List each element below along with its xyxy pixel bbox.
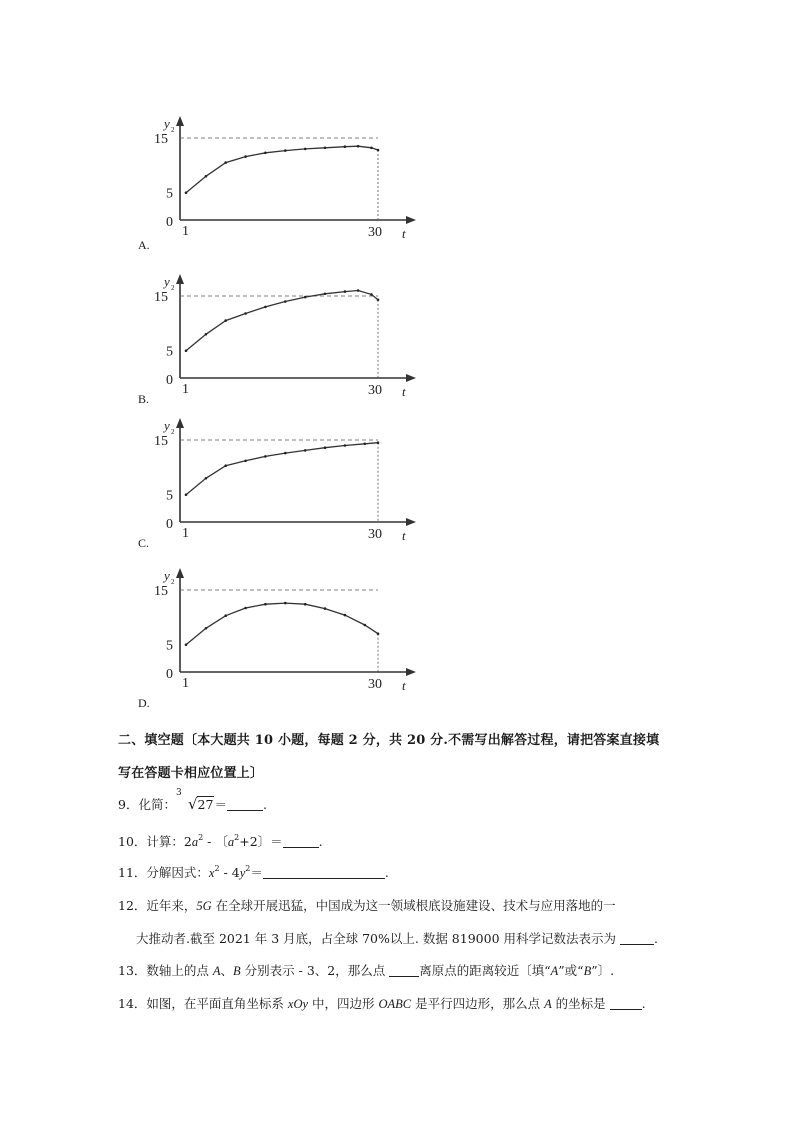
curve-point <box>284 452 287 455</box>
curve-point <box>364 624 367 627</box>
q12-line1a: 近年来， <box>146 898 197 913</box>
curve-point <box>284 300 287 303</box>
curve-point <box>244 312 247 315</box>
q9-end: . <box>262 797 267 812</box>
y-tick-15: 15 <box>154 584 168 599</box>
q12-5g: 5G <box>196 899 212 913</box>
y-axis-subscript: 2 <box>171 428 175 436</box>
curve-point <box>304 296 307 299</box>
question-10 <box>118 832 323 850</box>
question-13 <box>118 961 614 979</box>
q10-post: +2〕＝ <box>239 834 283 849</box>
x-tick-1: 1 <box>182 676 189 691</box>
section-heading-line2: 写在答题卡相应位置上〕 <box>118 766 264 781</box>
q11-exp1: 2 <box>214 864 220 873</box>
q10-exp2: 2 <box>234 833 240 842</box>
origin-label: 0 <box>166 517 173 532</box>
y-axis-subscript: 2 <box>171 284 175 292</box>
y-axis-label: y <box>164 116 170 131</box>
option-a-label: A. <box>138 238 150 252</box>
y-tick-5: 5 <box>166 638 173 654</box>
origin-label: 0 <box>166 215 173 230</box>
curve-point <box>205 175 208 178</box>
q14-mid: 中，四边形 <box>308 996 379 1011</box>
y-tick-15: 15 <box>154 434 168 449</box>
y-axis-label: y <box>164 274 170 289</box>
curve-line <box>186 146 378 193</box>
curve-line <box>186 603 378 645</box>
curve-point <box>244 607 247 610</box>
curve-point <box>377 149 380 152</box>
q13-close: ”〕. <box>591 963 615 978</box>
q11-var-x: x <box>208 866 215 880</box>
q13-answer-blank[interactable] <box>389 964 419 977</box>
q9-equals: ＝ <box>214 797 227 812</box>
q11-answer-blank[interactable] <box>263 866 385 879</box>
curve-point <box>284 149 287 152</box>
q13-point-a: A <box>212 964 221 978</box>
y-tick-5: 5 <box>166 488 173 504</box>
curve-point <box>344 444 347 447</box>
curve-point <box>357 145 360 148</box>
q11-number: 11． <box>118 865 147 880</box>
x-axis-label: t <box>402 528 406 543</box>
curve-point <box>377 299 380 302</box>
y-axis-label: y <box>164 418 170 433</box>
radical-sign: √ <box>187 795 198 813</box>
origin-label: 0 <box>166 667 173 682</box>
x-tick-1: 1 <box>182 382 189 397</box>
q10-number: 10． <box>118 834 147 849</box>
curve-point <box>370 147 373 150</box>
curve-point <box>324 446 327 449</box>
q13-pre: 数轴上的点 <box>146 963 213 978</box>
q11-exp2: 2 <box>245 864 251 873</box>
question-11 <box>118 863 389 881</box>
graph-option-d <box>140 560 420 700</box>
q14-point-a: A <box>544 997 552 1011</box>
y-tick-15: 15 <box>154 132 168 147</box>
x-axis-label: t <box>402 226 406 241</box>
y-axis-arrow-icon <box>176 274 184 284</box>
section-heading-line1: 二、填空题〔本大题共 10 小题，每题 2 分，共 20 分.不需写出解答过程，请把答案直接填 <box>118 733 660 748</box>
curve-point <box>205 333 208 336</box>
q14-number: 14． <box>118 996 147 1011</box>
y-axis-arrow-icon <box>176 116 184 126</box>
x-axis-arrow-icon <box>406 668 416 676</box>
curve-point <box>224 614 227 617</box>
x-tick-1: 1 <box>182 224 189 239</box>
q11-mid: - 4 <box>219 865 240 880</box>
curve-point <box>185 493 188 496</box>
cube-root <box>175 788 214 813</box>
curve-line <box>186 443 378 495</box>
graph-option-a <box>140 108 420 248</box>
curve-point <box>185 191 188 194</box>
question-14 <box>118 994 646 1012</box>
option-c-label: C. <box>138 536 150 550</box>
q11-pre: 分解因式： <box>146 865 209 880</box>
q10-end: . <box>318 834 323 849</box>
q13-mid: 分别表示 - 3、2，那么点 <box>240 963 386 978</box>
x-tick-30: 30 <box>368 677 382 692</box>
q9-number: 9． <box>118 797 139 812</box>
curve-point <box>224 319 227 322</box>
curve-point <box>344 145 347 148</box>
q14-end: . <box>641 996 646 1011</box>
curve-point <box>264 455 267 458</box>
q14-mid2: 是平行四边形，那么点 <box>411 996 545 1011</box>
curve-point <box>304 449 307 452</box>
curve-point <box>205 477 208 480</box>
y-tick-5: 5 <box>166 186 173 202</box>
q13-sep: 、 <box>220 963 234 978</box>
y-tick-15: 15 <box>154 290 168 305</box>
curve-point <box>284 602 287 605</box>
curve-point <box>185 349 188 352</box>
q12-answer-blank[interactable] <box>620 932 654 945</box>
q11-var-y: y <box>239 866 246 880</box>
curve-point <box>264 152 267 155</box>
x-tick-30: 30 <box>368 225 382 240</box>
q11-equals: ＝ <box>250 865 263 880</box>
q13-choice-b: B <box>583 964 592 978</box>
q13-point-b: B <box>233 964 241 978</box>
y-axis-arrow-icon <box>176 568 184 578</box>
option-d-label: D. <box>138 696 150 710</box>
q13-choice-a: A <box>550 964 559 978</box>
q14-pre: 如图，在平面直角坐标系 <box>146 996 288 1011</box>
root-index: 3 <box>175 788 182 798</box>
q14-oabc: OABC <box>378 997 412 1011</box>
curve-point <box>370 293 373 296</box>
curve-point <box>377 441 380 444</box>
q12-end: . <box>653 931 658 946</box>
q13-number: 13． <box>118 963 147 978</box>
curve-point <box>304 148 307 151</box>
curve-point <box>377 632 380 635</box>
curve-point <box>304 603 307 606</box>
q10-var-a: a <box>191 835 199 849</box>
y-axis-subscript: 2 <box>171 578 175 586</box>
q14-answer-blank[interactable] <box>610 997 642 1010</box>
curve-point <box>344 614 347 617</box>
y-axis-subscript: 2 <box>171 126 175 134</box>
x-axis-arrow-icon <box>406 518 416 526</box>
curve-point <box>224 161 227 164</box>
q10-mid: - 〔 <box>203 834 228 849</box>
y-axis-label: y <box>164 568 170 583</box>
y-tick-5: 5 <box>166 344 173 360</box>
curve-point <box>357 289 360 292</box>
q9-answer-blank[interactable] <box>227 798 263 811</box>
curve-point <box>324 607 327 610</box>
curve-point <box>344 290 347 293</box>
q12-line1b: 在全球开展迅猛，中国成为这一领域根底设施建设、技术与应用落地的一 <box>211 898 616 913</box>
curve-point <box>324 293 327 296</box>
curve-line <box>186 291 378 351</box>
x-axis-label: t <box>402 384 406 399</box>
q9-text: 化简： <box>138 797 176 812</box>
x-tick-30: 30 <box>368 527 382 542</box>
x-tick-1: 1 <box>182 526 189 541</box>
q10-pre: 计算：2 <box>146 834 192 849</box>
origin-label: 0 <box>166 373 173 388</box>
x-axis-arrow-icon <box>406 216 416 224</box>
option-b-label: B. <box>138 392 150 406</box>
graph-option-c <box>140 410 420 550</box>
x-axis-label: t <box>402 678 406 693</box>
q10-exp1: 2 <box>198 833 204 842</box>
question-12-line2 <box>136 929 658 947</box>
question-9 <box>118 788 267 813</box>
x-axis-arrow-icon <box>406 374 416 382</box>
curve-point <box>244 460 247 463</box>
curve-point <box>364 443 367 446</box>
question-12-line1 <box>118 896 616 914</box>
q14-xoy: xOy <box>287 997 309 1011</box>
x-tick-30: 30 <box>368 383 382 398</box>
curve-point <box>205 627 208 630</box>
curve-point <box>244 155 247 158</box>
q12-number: 12． <box>118 898 147 913</box>
curve-point <box>264 306 267 309</box>
curve-point <box>185 643 188 646</box>
y-axis-arrow-icon <box>176 418 184 428</box>
q14-post: 的坐标是 <box>551 996 606 1011</box>
q13-or: ”或“ <box>558 963 584 978</box>
q12-line2: 大推动者.截至 2021 年 3 月底，占全球 70%以上. 数据 819000 用科学记数法表示为 <box>136 931 616 946</box>
q10-answer-blank[interactable] <box>283 835 319 848</box>
radicand: 27 <box>197 797 214 812</box>
curve-point <box>224 464 227 467</box>
curve-point <box>324 147 327 150</box>
q13-post: 离原点的距离较近〔填“ <box>419 963 551 978</box>
curve-point <box>264 603 267 606</box>
q10-var-a2: a <box>227 835 235 849</box>
q11-end: . <box>384 865 389 880</box>
graph-option-b <box>140 266 420 406</box>
